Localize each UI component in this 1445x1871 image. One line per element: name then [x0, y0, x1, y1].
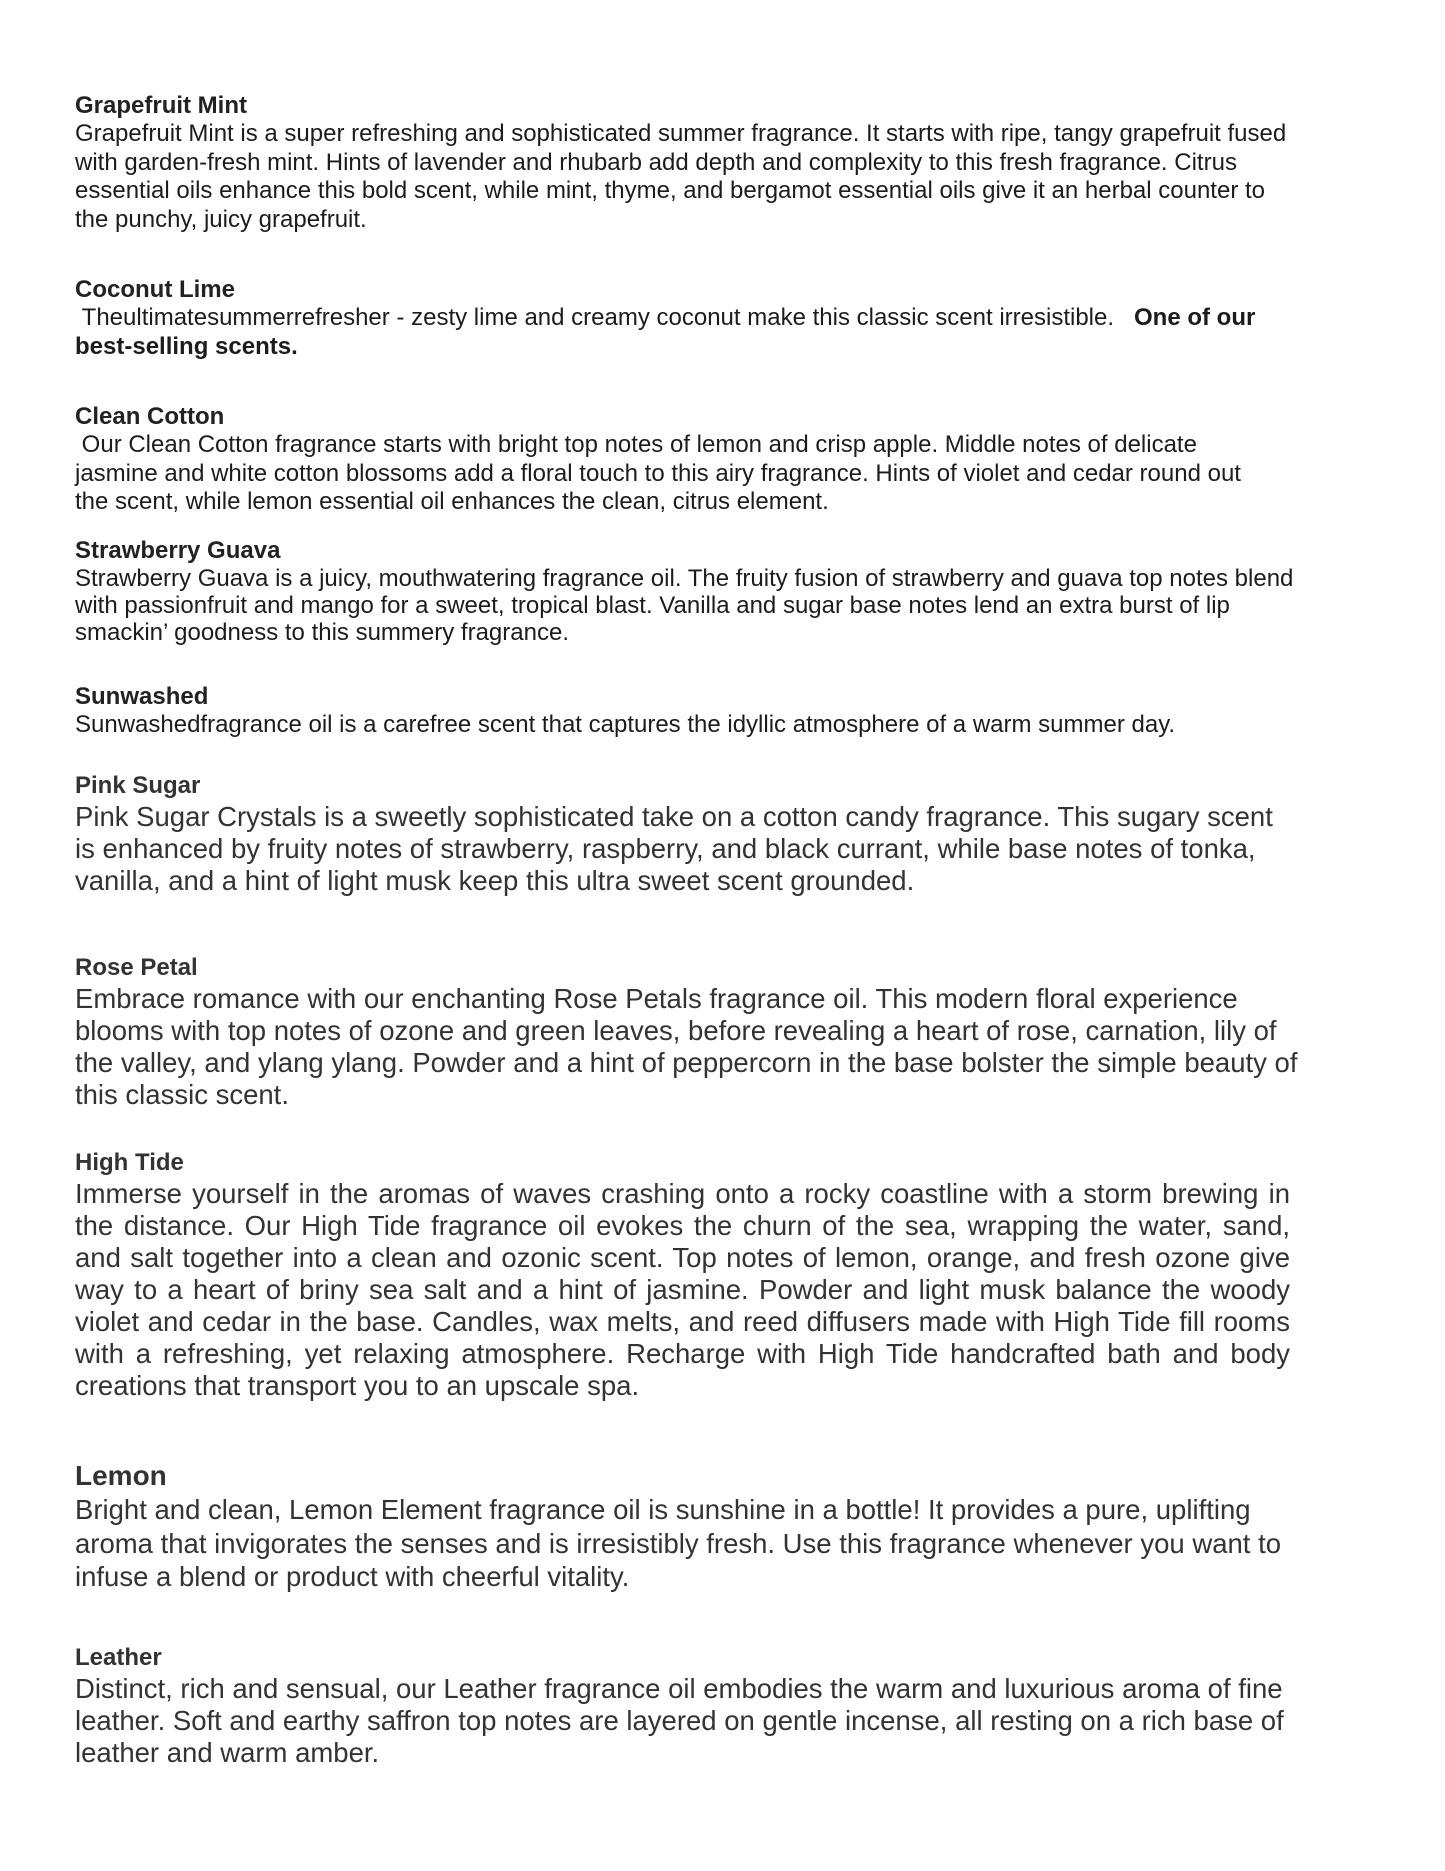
entry-description: Grapefruit Mint is a super refreshing and sophisticated summer fragrance. It starts with ripe, tangy grapefruit fused with garden-fresh mint. Hints of lavender and rhubarb add depth and complexity to this fresh fragrance. Citrus essential oils enhance this bold scent, while mint, thyme, and bergamot essential oils give it an herbal counter to the punchy, juicy grapefruit.	[75, 120, 1287, 233]
entry-title: Strawberry Guava	[75, 537, 281, 564]
entry-title: Clean Cotton	[75, 403, 225, 430]
entry-description: Our Clean Cotton fragrance starts with bright top notes of lemon and crisp apple. Middle notes of delicate jasmine and white cotton blossoms add a floral touch to this airy fragrance. Hints of violet and cedar round out the scent, while lemon essential oil enhances the clean, citrus element.	[75, 431, 1248, 515]
entry-description: Pink Sugar Crystals is a sweetly sophisticated take on a cotton candy fragrance. This sugary scent is enhanced by fruity notes of strawberry, raspberry, and black currant, while base notes of tonka, vanilla, and a hint of light musk keep this ultra sweet scent grounded.	[75, 801, 1273, 896]
entry-clean-cotton	[75, 403, 1305, 517]
entry-description: Distinct, rich and sensual, our Leather fragrance oil embodies the warm and luxurious aroma of fine leather. Soft and earthy saffron top notes are layered on gentle incense, all resting on a rich base of leather and warm amber.	[75, 1673, 1284, 1768]
entry-high-tide	[75, 1148, 1305, 1402]
entry-pink-sugar	[75, 771, 1305, 897]
entry-title: Pink Sugar	[75, 772, 201, 799]
entry-description-text: Theultimatesummerrefresher - zesty lime and creamy coconut make this classic scent irresistible.	[75, 304, 1135, 331]
entry-title: Rose Petal	[75, 954, 198, 981]
entry-description: Bright and clean, Lemon Element fragrance oil is sunshine in a bottle! It provides a pure, uplifting aroma that invigorates the senses and is irresistibly fresh. Use this fragrance whenever you want to infuse a blend or product with cheerful vitality.	[75, 1494, 1281, 1592]
entry-title: Leather	[75, 1644, 162, 1671]
entry-sunwashed	[75, 683, 1305, 740]
entry-description	[75, 304, 1285, 361]
entry-description: Immerse yourself in the aromas of waves crashing onto a rocky coastline with a storm brewing in the distance. Our High Tide fragrance oil evokes the churn of the sea, wrapping the water, sand, and salt together into a clean and ozonic scent. Top notes of lemon, orange, and fresh ozone give way to a heart of briny sea salt and a hint of jasmine. Powder and light musk balance the woody violet and cedar in the base. Candles, wax melts, and reed diffusers made with High Tide fill rooms with a refreshing, yet relaxing atmosphere. Recharge with High Tide handcrafted bath and body creations that transport you to an upscale spa.	[75, 1178, 1290, 1401]
entry-description: Strawberry Guava is a juicy, mouthwatering fragrance oil. The fruity fusion of strawberry and guava top notes blend with passionfruit and mango for a sweet, tropical blast. Vanilla and sugar base notes lend an extra burst of lip smackin’ goodness to this summery fragrance.	[75, 565, 1294, 646]
entry-lemon	[75, 1459, 1305, 1594]
entry-description: Sunwashedfragrance oil is a carefree scent that captures the idyllic atmosphere of a warm summer day.	[75, 711, 1176, 738]
entry-leather	[75, 1643, 1305, 1769]
entry-description-highlight: One of our best-selling scents.	[75, 304, 1256, 360]
entry-title: Coconut Lime	[75, 276, 235, 303]
entry-strawberry-guava	[75, 537, 1305, 646]
entry-title: Grapefruit Mint	[75, 92, 247, 119]
entry-coconut-lime	[75, 276, 1305, 361]
entry-rose-petal	[75, 953, 1305, 1111]
entry-title: High Tide	[75, 1149, 184, 1176]
entry-grapefruit-mint	[75, 92, 1305, 234]
entry-description: Embrace romance with our enchanting Rose Petals fragrance oil. This modern floral experience blooms with top notes of ozone and green leaves, before revealing a heart of rose, carnation, lily of the valley, and ylang ylang. Powder and a hint of peppercorn in the base bolster the simple beauty of this classic scent.	[75, 983, 1298, 1110]
entry-title: Lemon	[75, 1460, 167, 1491]
entry-title: Sunwashed	[75, 683, 209, 710]
